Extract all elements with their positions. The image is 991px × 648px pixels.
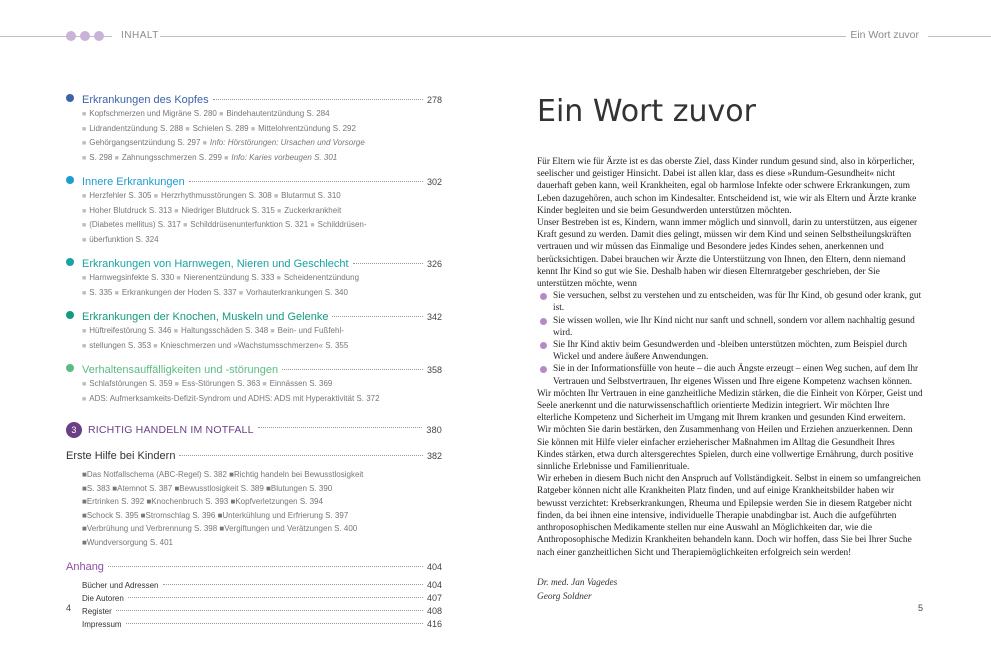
anhang-page: 404 [426, 562, 442, 572]
subtopic-entry[interactable]: stellungen S. 353 [89, 340, 152, 350]
paragraph: Wir erheben in diesem Buch nicht den Anspruch auf Vollständigkeit. Selbst in einem so umfangreichen Ratgeber können nicht alle Krankheiten Platz finden, und auf einige Krankheitsbilder haben wir bewusst verzichtet: Krebserkrankungen, Rheuma und Epilepsie werden Sie in diesem Ratgeber nicht finden, da bei ihnen eine intensive, individuelle Therapie unabdingbar ist. Auch die aufgeführten anthroposophischen Medikamente stellen nur eine Auswahl an Möglichkeiten dar, wie die Anthroposophische Medizin Krankheiten behandeln kann. Doch wir hoffen, dass Sie bei Ihrer Suche nach einer ganzheitlichen Sicht und Therapiemöglichkeiten erfolgreich sein werden! [537, 474, 921, 558]
subtopic-entry[interactable]: Herzrhythmusstörungen S. 308 [160, 191, 272, 200]
subtopic-line [82, 151, 442, 166]
dot-leader [128, 597, 423, 598]
toc-section [66, 175, 442, 247]
subtopic-line [82, 107, 442, 122]
subtopic-entry[interactable]: S. 335 [89, 287, 113, 297]
square-bullet-icon: ■ [276, 275, 281, 282]
subtopic-line [82, 136, 442, 151]
subtopic-entry[interactable]: Info: Hörstörungen: Ursachen und Vorsorge [209, 138, 365, 147]
header-chapter-label: Ein Wort zuvor [846, 29, 923, 41]
square-bullet-icon: ■ [185, 125, 190, 133]
subtopic-line [82, 468, 442, 482]
subtopic-entry[interactable]: Blutungen S. 390 [270, 483, 333, 493]
header-rule-right [928, 36, 991, 37]
paragraph: Wir möchten Sie darin bestärken, den Zusammenhang von Heilen und Erziehen anzuerkennen. Denn Sie können mit Hilfe vieler einfacher erzieherischer Maßnahmen im Alltag die Gesundheit Ihres Kindes stärken, etwa durch altersgerechtes Spielen, durch eine vollwertige Ernährung, durch positive sinnliche Erlebnisse und Familienrituale. [537, 425, 914, 473]
dot-leader [213, 99, 423, 100]
dot-leader [108, 566, 423, 567]
bullet-item: Sie wissen wollen, wie Ihr Kind nicht nur sanft und schnell, sondern vor allem nachhaltig gesund wird. [537, 315, 923, 339]
square-bullet-icon: ■ [82, 236, 87, 244]
subtopic-entry[interactable]: Knieschmerzen und »Wachstumsschmerzen« S. 355 [160, 340, 349, 350]
anhang-item-page: 407 [426, 593, 442, 603]
decorative-dot-icon [80, 31, 90, 41]
subtopic-entry[interactable]: Info: Karies vorbeugen S. 301 [231, 152, 338, 162]
anhang-items [66, 579, 442, 631]
anhang-item[interactable] [82, 605, 442, 618]
anhang-item-label: Bücher und Adressen [82, 581, 159, 590]
square-bullet-icon: ■ [153, 342, 158, 350]
subtopic-line [82, 189, 442, 204]
square-bullet-icon: ■ [238, 289, 244, 297]
subtopic-line [82, 324, 442, 339]
subtopic-entry[interactable]: Ess-Störungen S. 363 [181, 379, 261, 388]
section-subtopics [66, 377, 442, 406]
dot-leader [189, 181, 423, 182]
decorative-dot-icon [66, 31, 76, 41]
bullet-item: Sie in der Informationsfülle von heute – die auch Ängste erzeugt – einen Weg suchen, auf dem Ihr Vertrauen und Selbstvertrauen, Ihr eigenes Wissen und Ihre eigene Kompetenz wachsen können. [537, 363, 923, 387]
section-title: Erkrankungen von Harnwegen, Nieren und Geschlecht [82, 258, 349, 270]
subtopic-entry[interactable]: Kopfverletzungen S. 394 [235, 497, 323, 506]
subtopic-line [82, 339, 442, 354]
subtopic-entry[interactable]: Blutarmut S. 310 [281, 191, 341, 200]
toc-section-heading[interactable] [66, 310, 442, 324]
section-bullet-icon [66, 94, 74, 102]
anhang-item-label: Register [82, 607, 112, 616]
subtopic-entry[interactable]: Vergiftungen und Verätzungen S. 400 [224, 524, 358, 533]
section-bullet-icon [66, 258, 74, 266]
square-bullet-icon: ■ [229, 470, 234, 479]
section-page: 358 [426, 365, 442, 375]
subtopic-line [82, 233, 442, 248]
erste-hilfe-page: 382 [426, 451, 442, 461]
subtopic-entry[interactable]: Gehörgangsentzündung S. 297 [89, 138, 201, 147]
subtopic-entry[interactable]: Hoher Blutdruck S. 313 [89, 205, 172, 215]
square-bullet-icon: ■ [174, 483, 180, 493]
subtopic-entry[interactable]: Knochenbruch S. 393 [151, 497, 229, 506]
square-bullet-icon: ■ [140, 510, 146, 520]
subtopic-entry[interactable]: Schilddrüsen- [317, 220, 367, 229]
dot-leader [116, 610, 423, 611]
toc-section-heading[interactable] [66, 257, 442, 271]
anhang-item[interactable] [82, 592, 442, 605]
square-bullet-icon: ■ [270, 328, 275, 335]
toc-section [66, 257, 442, 300]
paragraph: Unser Bestreben ist es, Kindern, wann immer möglich und sinnvoll, darin zu unterstützen, aus eigener Kraft gesund zu werden. Damit dies gelingt, müssen wir dem Kind und seinen Selbstheilungskräften vertrauen und wir müssen das Einmalige und Besondere jedes Kindes sehen, anerkennen und berücksichtigen. Dabei brauchen wir Ärzte die Unterstützung von Ihnen, den Eltern, denn niemand kennt Ihr Kind so gut wie Sie. Deshalb haben wir diesen Elternratgeber geschrieben, der Sie unterstützen möchte, wenn [537, 218, 918, 290]
paragraph: Für Eltern wie für Ärzte ist es das oberste Ziel, dass Kinder rundum gesund sind, also in körperlicher, seelischer und geistiger Hinsicht. Dabei ist allen klar, dass es diese »Rundum-Gesundheit« nicht dauerhaft geben kann, weil Krankheiten, egal ob harmlose Infekte oder schwere Erkrankungen, zum Leben dazugehören, auch schon im Kindesalter. Entscheidend ist, wie wir als Eltern und Ärzte kranke Kinder begleiten und sie beim Gesundwerden unterstützen möchten. [537, 157, 917, 216]
anhang-item-label: Die Autoren [82, 594, 124, 603]
subtopic-entry[interactable]: Bein- und Fußfehl- [277, 326, 344, 335]
subtopic-entry[interactable]: überfunktion S. 324 [89, 234, 159, 244]
square-bullet-icon: ■ [174, 381, 179, 388]
subtopic-entry[interactable]: Richtig handeln bei Bewusstlosigkeit [233, 470, 364, 479]
subtopic-line [82, 392, 442, 407]
bullet-list [537, 290, 923, 388]
subtopic-entry[interactable]: Lidrandentzündung S. 288 [89, 123, 184, 133]
square-bullet-icon: ■ [230, 497, 236, 506]
header-dots [66, 31, 104, 41]
subtopic-entry[interactable]: Scheidenentzündung [283, 273, 360, 282]
square-bullet-icon: ■ [82, 497, 87, 506]
toc-section [66, 310, 442, 353]
section-title: Erkrankungen des Kopfes [82, 94, 209, 106]
dot-leader [353, 263, 423, 264]
square-bullet-icon: ■ [82, 537, 87, 547]
subtopic-entry[interactable]: Haltungsschäden S. 348 [180, 326, 269, 335]
dot-leader [258, 427, 423, 428]
toc-anhang-entry[interactable] [66, 561, 442, 573]
square-bullet-icon: ■ [82, 111, 87, 118]
toc-section-heading[interactable] [66, 175, 442, 189]
square-bullet-icon: ■ [262, 381, 267, 388]
square-bullet-icon: ■ [82, 395, 87, 403]
subtopic-line [82, 482, 442, 496]
page-number-right: 5 [917, 603, 923, 613]
decorative-dot-icon [94, 31, 104, 41]
chapter-3-page: 380 [426, 425, 442, 435]
subtopic-entry[interactable]: Nierenentzündung S. 333 [183, 273, 275, 282]
dot-leader [179, 455, 423, 456]
subtopic-line [82, 204, 442, 219]
subtopic-entry[interactable]: Atemnot S. 387 [117, 483, 173, 493]
header-section-label: INHALT [117, 30, 163, 41]
section-page: 342 [426, 312, 442, 322]
subtopic-entry[interactable]: Stromschlag S. 396 [145, 510, 216, 520]
square-bullet-icon: ■ [114, 289, 119, 297]
square-bullet-icon: ■ [82, 342, 87, 350]
square-bullet-icon: ■ [266, 483, 271, 493]
foreword [537, 92, 923, 604]
square-bullet-icon: ■ [202, 140, 207, 147]
square-bullet-icon: ■ [82, 207, 87, 215]
square-bullet-icon: ■ [82, 483, 87, 493]
square-bullet-icon: ■ [82, 289, 87, 297]
toc-section-heading[interactable] [66, 363, 442, 377]
square-bullet-icon: ■ [82, 125, 87, 133]
square-bullet-icon: ■ [82, 154, 87, 162]
anhang-item-page: 408 [426, 606, 442, 616]
toc-section-list [66, 93, 442, 406]
subtopic-entry[interactable]: Ertrinken S. 392 [86, 497, 145, 506]
author-name: Dr. med. Jan Vagedes [537, 577, 618, 588]
square-bullet-icon: ■ [183, 222, 188, 229]
subtopic-entry[interactable]: Wundversorgung S. 401 [86, 537, 173, 547]
paragraph: Wir möchten Ihr Vertrauen in eine ganzheitliche Medizin stärken, die die Einheit von Körper, Geist und Seele anerkennt und die naturwissenschaftlich orientierte Medizin integriert. Wir möchten Ihre elterliche Kompetenz und Sicherheit im Umgang mit Ihrem kranken und gesunden Kind erweitern. [537, 388, 923, 424]
subtopic-line [82, 122, 442, 137]
subtopic-entry[interactable]: Erkrankungen der Hoden S. 337 [121, 287, 237, 297]
page-title: Ein Wort zuvor [537, 94, 756, 129]
section-title: Erkrankungen der Knochen, Muskeln und Gelenke [82, 311, 329, 323]
toc-erste-hilfe-entry[interactable] [66, 450, 442, 462]
section-bullet-icon [66, 176, 74, 184]
section-bullet-icon [66, 311, 74, 319]
author-name: Georg Soldner [537, 591, 592, 602]
subtopic-entry[interactable]: (Diabetes mellitus) S. 317 [89, 220, 181, 229]
anhang-item-label: Impressum [82, 620, 122, 629]
subtopic-entry[interactable]: Verbrühung und Verbrennung S. 398 [86, 524, 218, 533]
square-bullet-icon: ■ [173, 328, 178, 335]
section-page: 278 [426, 95, 442, 105]
subtopic-line [82, 509, 442, 523]
signature [537, 576, 923, 604]
square-bullet-icon: ■ [82, 275, 87, 282]
subtopic-entry[interactable]: Herzfehler S. 305 [89, 191, 152, 200]
erste-hilfe-title: Erste Hilfe bei Kindern [66, 450, 176, 462]
square-bullet-icon: ■ [82, 510, 87, 520]
square-bullet-icon: ■ [250, 125, 256, 133]
square-bullet-icon: ■ [219, 524, 225, 533]
section-bullet-icon [66, 364, 74, 372]
square-bullet-icon: ■ [82, 524, 87, 533]
subtopic-entry[interactable]: Das Notfallschema (ABC-Regel) S. 382 [86, 470, 227, 479]
subtopic-entry[interactable]: Schielen S. 289 [192, 123, 249, 133]
section-title: Innere Erkrankungen [82, 176, 185, 188]
subtopic-entry[interactable]: Bewusstlosigkeit S. 389 [179, 483, 264, 493]
erste-hilfe-subtopics [66, 468, 442, 549]
section-subtopics [66, 189, 442, 247]
square-bullet-icon: ■ [176, 275, 181, 282]
toc-section [66, 363, 442, 406]
square-bullet-icon: ■ [146, 497, 152, 506]
subtopic-entry[interactable]: Niedriger Blutdruck S. 315 [181, 205, 275, 215]
subtopic-entry[interactable]: Vorhauterkrankungen S. 340 [246, 287, 348, 297]
chapter-3-title: RICHTIG HANDELN IM NOTFALL [88, 424, 254, 436]
toc-section [66, 93, 442, 165]
chapter-3-heading[interactable] [66, 422, 442, 438]
chapter-number-badge: 3 [66, 422, 82, 438]
square-bullet-icon: ■ [82, 193, 87, 200]
section-subtopics [66, 271, 442, 300]
subtopic-entry[interactable]: Einnässen S. 369 [269, 379, 333, 388]
section-page: 326 [426, 259, 442, 269]
subtopic-line [82, 536, 442, 550]
subtopic-entry[interactable]: ADS: Aufmerksamkeits-Defizit-Syndrom und ADHS: ADS mit Hyperaktivität S. 372 [89, 393, 380, 403]
subtopic-entry[interactable]: Harnwegsinfekte S. 330 [89, 273, 175, 282]
square-bullet-icon: ■ [219, 111, 224, 118]
anhang-item[interactable] [82, 579, 442, 592]
subtopic-line [82, 377, 442, 392]
subtopic-entry[interactable]: Mittelohrentzündung S. 292 [258, 123, 356, 133]
square-bullet-icon: ■ [82, 381, 87, 388]
square-bullet-icon: ■ [224, 154, 229, 162]
dot-leader [163, 584, 423, 585]
subtopic-line [82, 271, 442, 286]
square-bullet-icon: ■ [82, 470, 87, 479]
subtopic-entry[interactable]: Hüftreifestörung S. 346 [89, 326, 172, 335]
square-bullet-icon: ■ [82, 140, 87, 147]
subtopic-entry[interactable]: Kopfschmerzen und Migräne S. 280 [89, 109, 217, 118]
subtopic-entry[interactable]: Schock S. 395 [86, 510, 139, 520]
subtopic-entry[interactable]: S. 298 [89, 152, 113, 162]
square-bullet-icon: ■ [82, 328, 87, 335]
anhang-item[interactable] [82, 618, 442, 631]
subtopic-entry[interactable]: Bindehautentzündung S. 284 [226, 109, 330, 118]
anhang-title: Anhang [66, 561, 104, 573]
subtopic-entry[interactable]: Schilddrüsenunterfunktion S. 321 [190, 220, 309, 229]
section-subtopics [66, 107, 442, 165]
subtopic-entry[interactable]: Zuckerkrankheit [284, 205, 342, 215]
anhang-item-page: 416 [426, 619, 442, 629]
square-bullet-icon: ■ [153, 193, 158, 200]
dot-leader [126, 623, 423, 624]
square-bullet-icon: ■ [82, 222, 87, 229]
subtopic-entry[interactable]: Schlafstörungen S. 359 [89, 379, 173, 388]
subtopic-line [82, 495, 442, 509]
page-number-left: 4 [66, 603, 72, 613]
section-title: Verhaltensauffälligkeiten und -störungen [82, 364, 279, 376]
square-bullet-icon: ■ [310, 222, 315, 229]
subtopic-entry[interactable]: Zahnungsschmerzen S. 299 [121, 152, 222, 162]
bullet-item: Sie versuchen, selbst zu verstehen und zu entscheiden, was für Ihr Kind, ob gesund oder krank, gut ist. [537, 290, 923, 314]
subtopic-line [82, 522, 442, 536]
foreword-body [537, 156, 923, 559]
bullet-item: Sie Ihr Kind aktiv beim Gesundwerden und -bleiben unterstützen möchten, zum Beispiel durch Wickel und andere äußere Anwendungen. [537, 339, 923, 363]
square-bullet-icon: ■ [174, 207, 179, 215]
section-page: 302 [426, 177, 442, 187]
table-of-contents [66, 93, 442, 631]
dot-leader [282, 369, 423, 370]
anhang-item-page: 404 [426, 580, 442, 590]
subtopic-entry[interactable]: S. 383 [86, 483, 110, 493]
square-bullet-icon: ■ [217, 510, 223, 520]
subtopic-line [82, 286, 442, 301]
square-bullet-icon: ■ [114, 154, 119, 162]
section-subtopics [66, 324, 442, 353]
dot-leader [332, 316, 423, 317]
subtopic-line [82, 218, 442, 233]
square-bullet-icon: ■ [277, 207, 282, 215]
header-rule-center [160, 36, 860, 37]
subtopic-entry[interactable]: Unterkühlung und Erfrierung S. 397 [222, 510, 349, 520]
square-bullet-icon: ■ [112, 483, 118, 493]
square-bullet-icon: ■ [273, 193, 279, 200]
toc-section-heading[interactable] [66, 93, 442, 107]
